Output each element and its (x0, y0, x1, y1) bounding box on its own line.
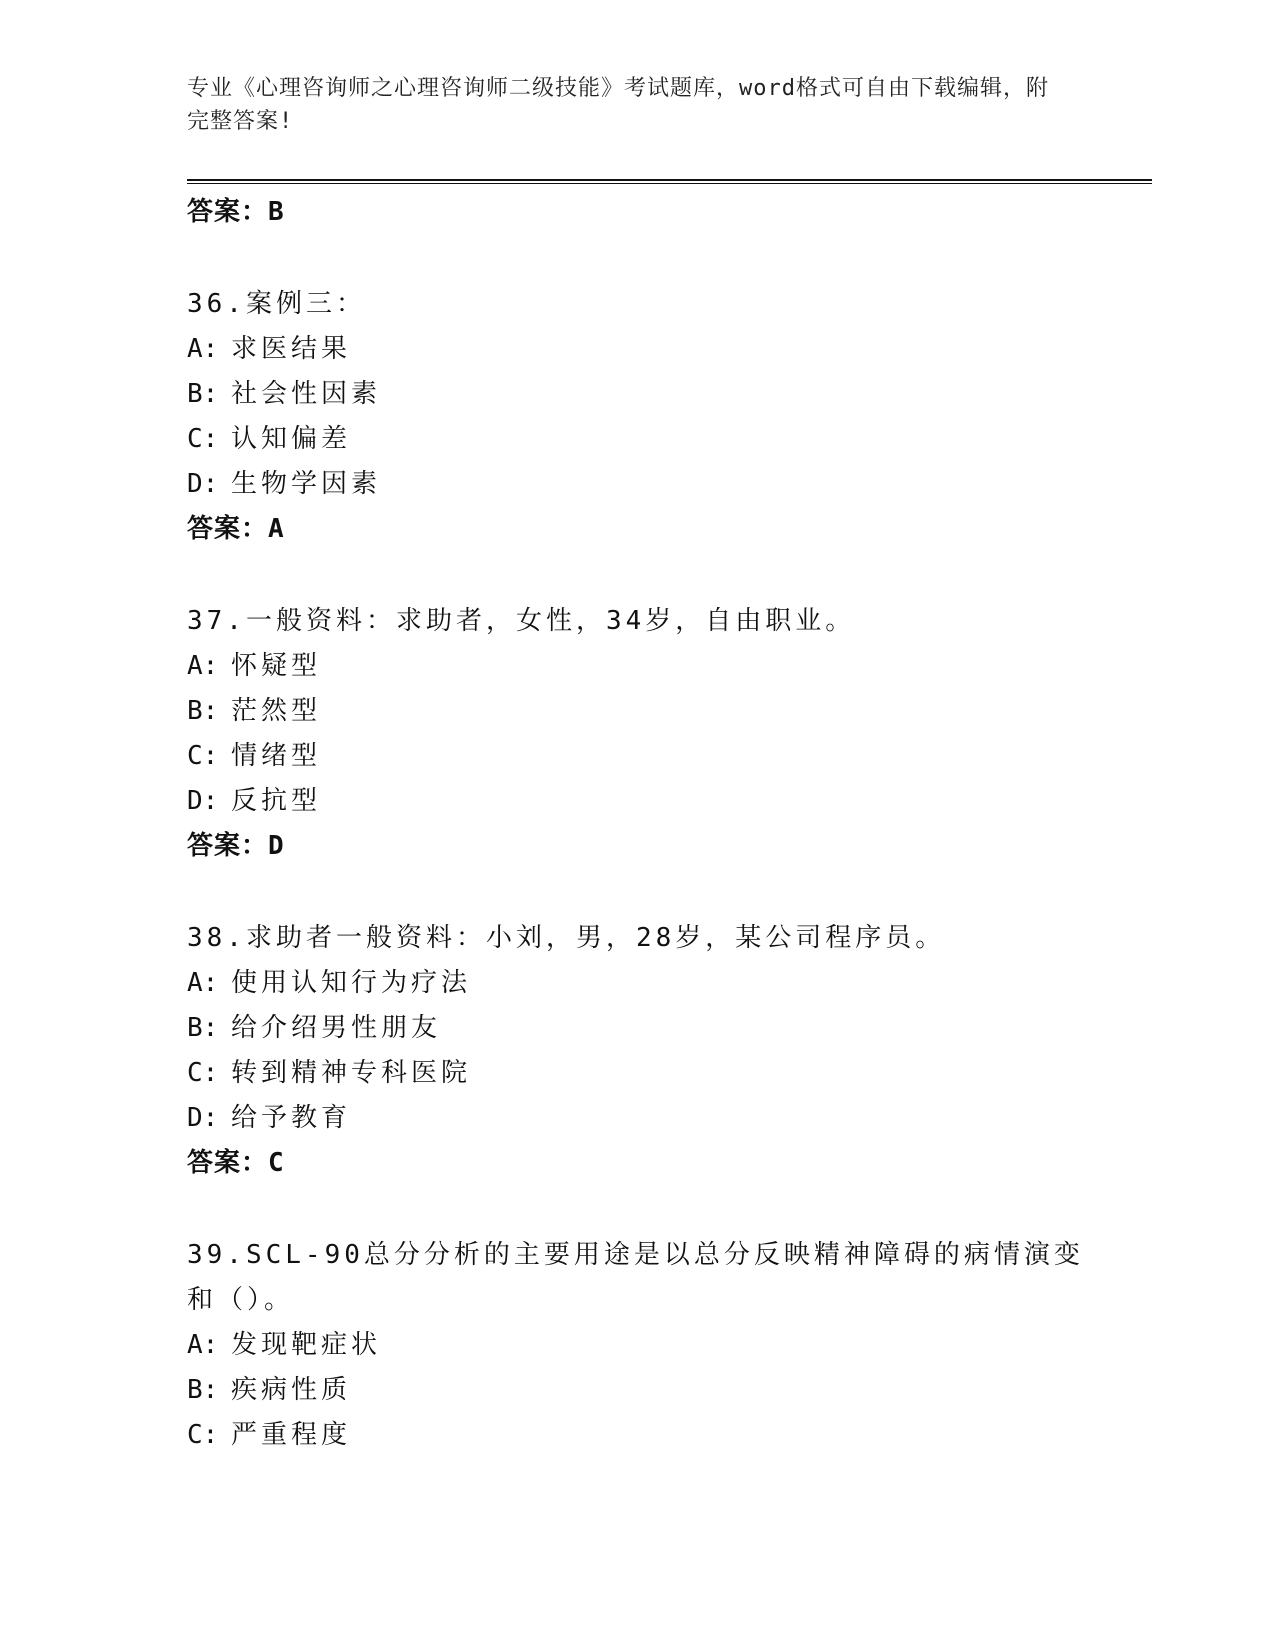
option-letter: C: (187, 741, 219, 771)
option-letter: D: (187, 786, 219, 816)
option-text: 给予教育 (231, 1103, 352, 1133)
option-38-d (187, 1096, 1087, 1141)
option-38-a (187, 961, 1087, 1006)
option-letter: D: (187, 469, 219, 499)
option-text: 使用认知行为疗法 (231, 968, 472, 998)
option-text: 反抗型 (231, 786, 322, 816)
option-text: 认知偏差 (231, 424, 352, 454)
option-letter: C: (187, 1058, 219, 1088)
option-37-b (187, 689, 1087, 734)
option-36-c (187, 417, 1087, 462)
option-letter: B: (187, 1375, 219, 1405)
answer-37: 答案：D (187, 831, 285, 861)
option-37-c (187, 734, 1087, 779)
answer-36: 答案：A (187, 514, 285, 544)
option-text: 生物学因素 (231, 469, 382, 499)
question-36: 36.案例三： (187, 289, 366, 319)
option-text: 严重程度 (231, 1420, 352, 1450)
option-letter: A: (187, 1330, 219, 1360)
option-text: 情绪型 (231, 741, 322, 771)
option-37-a (187, 644, 1087, 689)
option-letter: A: (187, 651, 219, 681)
option-letter: B: (187, 379, 219, 409)
option-36-a (187, 327, 1087, 372)
option-letter: B: (187, 1013, 219, 1043)
option-text: 茫然型 (231, 696, 322, 726)
option-letter: C: (187, 424, 219, 454)
question-37: 37.一般资料：求助者，女性，34岁，自由职业。 (187, 606, 856, 636)
option-text: 求医结果 (231, 334, 352, 364)
question-39: 39.SCL-90总分分析的主要用途是以总分反映精神障碍的病情演变和（）。 (187, 1240, 1084, 1315)
option-39-a (187, 1323, 1087, 1368)
option-text: 发现靶症状 (231, 1330, 382, 1360)
option-letter: D: (187, 1103, 219, 1133)
option-text: 怀疑型 (231, 651, 322, 681)
option-text: 疾病性质 (231, 1375, 352, 1405)
question-list (187, 190, 1087, 1458)
option-text: 社会性因素 (231, 379, 382, 409)
question-38: 38.求助者一般资料：小刘，男，28岁，某公司程序员。 (187, 923, 946, 953)
option-39-b (187, 1368, 1087, 1413)
option-letter: B: (187, 696, 219, 726)
option-38-b (187, 1006, 1087, 1051)
header-rule (187, 179, 1152, 184)
option-37-d (187, 779, 1087, 824)
option-38-c (187, 1051, 1087, 1096)
option-letter: A: (187, 968, 219, 998)
option-39-c (187, 1413, 1087, 1458)
option-text: 给介绍男性朋友 (231, 1013, 442, 1043)
answer-35: 答案：B (187, 197, 285, 227)
option-text: 转到精神专科医院 (231, 1058, 472, 1088)
answer-38: 答案：C (187, 1148, 285, 1178)
option-36-d (187, 462, 1087, 507)
document-header: 专业《心理咨询师之心理咨询师二级技能》考试题库，word格式可自由下载编辑，附完整答案! (187, 76, 1049, 134)
option-letter: C: (187, 1420, 219, 1450)
option-36-b (187, 372, 1087, 417)
option-letter: A: (187, 334, 219, 364)
